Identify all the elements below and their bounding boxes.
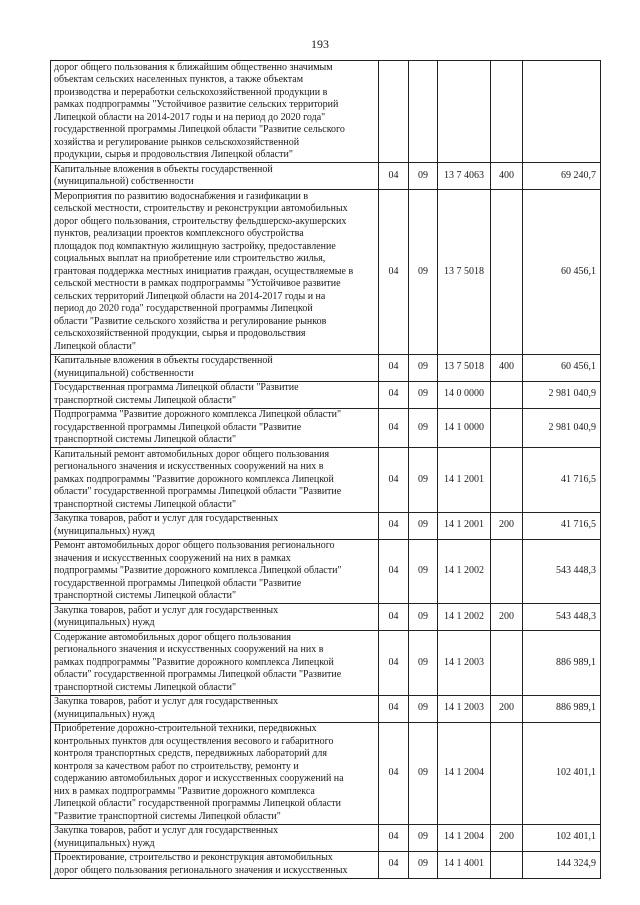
amount-cell xyxy=(523,61,601,163)
target-article-cell: 13 7 5018 xyxy=(438,354,491,381)
table-row xyxy=(51,408,601,448)
name-cell: Приобретение дорожно-строительной техники, передвижных контрольных пунктов для осуществления весового и габаритного контроля транспортных средств, передвижных лабораторий для контроля за качеством работ по строительству, ремонту и содержанию автомобильных дорог и искусственных сооружений на них в рамках подпрограммы "Развитие дорожного комплекса Липецкой области" государственной программы Липецкой области "Развитие транспортной системы Липецкой области" xyxy=(51,722,379,824)
section-cell: 04 xyxy=(379,408,409,448)
table-row xyxy=(51,539,601,604)
section-cell: 04 xyxy=(379,824,409,851)
expense-type-cell xyxy=(491,631,523,696)
name-cell: Капитальный ремонт автомобильных дорог общего пользования регионального значения и искусственных сооружений на них в рамках подпрограммы "Развитие дорожного комплекса Липецкой области" государственной программы Липецкой области "Развитие транспортной системы Липецкой области" xyxy=(51,448,379,513)
target-article-cell: 14 1 2002 xyxy=(438,604,491,631)
name-cell: Капитальные вложения в объекты государственной (муниципальной) собственности xyxy=(51,354,379,381)
expense-type-cell xyxy=(491,190,523,355)
target-article-cell: 14 1 2004 xyxy=(438,824,491,851)
table-row xyxy=(51,722,601,824)
name-cell: Закупка товаров, работ и услуг для государственных (муниципальных) нужд xyxy=(51,604,379,631)
target-article-cell: 13 7 5018 xyxy=(438,190,491,355)
subsection-cell: 09 xyxy=(409,381,438,408)
name-cell: Государственная программа Липецкой области "Развитие транспортной системы Липецкой области" xyxy=(51,381,379,408)
target-article-cell: 14 1 4001 xyxy=(438,851,491,878)
amount-cell: 102 401,1 xyxy=(523,824,601,851)
amount-cell: 543 448,3 xyxy=(523,539,601,604)
amount-cell: 69 240,7 xyxy=(523,163,601,190)
section-cell: 04 xyxy=(379,512,409,539)
amount-cell: 543 448,3 xyxy=(523,604,601,631)
subsection-cell: 09 xyxy=(409,512,438,539)
subsection-cell: 09 xyxy=(409,354,438,381)
subsection-cell: 09 xyxy=(409,631,438,696)
expense-type-cell: 200 xyxy=(491,695,523,722)
amount-cell: 60 456,1 xyxy=(523,354,601,381)
table-row xyxy=(51,512,601,539)
target-article-cell: 14 0 0000 xyxy=(438,381,491,408)
amount-cell: 2 981 040,9 xyxy=(523,408,601,448)
expense-type-cell: 200 xyxy=(491,512,523,539)
subsection-cell: 09 xyxy=(409,851,438,878)
section-cell: 04 xyxy=(379,163,409,190)
section-cell: 04 xyxy=(379,695,409,722)
section-cell: 04 xyxy=(379,381,409,408)
target-article-cell: 14 1 2002 xyxy=(438,539,491,604)
amount-cell: 60 456,1 xyxy=(523,190,601,355)
expense-type-cell xyxy=(491,381,523,408)
target-article-cell: 14 1 2001 xyxy=(438,448,491,513)
table-row xyxy=(51,61,601,163)
expense-type-cell: 400 xyxy=(491,163,523,190)
name-cell: дорог общего пользования к ближайшим общественно значимым объектам сельских населенных пунктов, а также объектам производства и переработки сельскохозяйственной продукции в рамках подпрограммы "Устойчивое развитие сельских территорий Липецкой области на 2014-2017 годы и на период до 2020 года" государственной программы Липецкой области "Развитие сельского хозяйства и регулирование рынков сельскохозяйственной продукции, сырья и продовольствия Липецкой области" xyxy=(51,61,379,163)
table-row xyxy=(51,851,601,878)
section-cell xyxy=(379,61,409,163)
name-cell: Закупка товаров, работ и услуг для государственных (муниципальных) нужд xyxy=(51,512,379,539)
table-row xyxy=(51,381,601,408)
target-article-cell: 13 7 4063 xyxy=(438,163,491,190)
section-cell: 04 xyxy=(379,539,409,604)
subsection-cell: 09 xyxy=(409,163,438,190)
section-cell: 04 xyxy=(379,851,409,878)
name-cell: Содержание автомобильных дорог общего пользования регионального значения и искусственных сооружений на них в рамках подпрограммы "Развитие дорожного комплекса Липецкой области" государственной программы Липецкой области "Развитие транспортной системы Липецкой области" xyxy=(51,631,379,696)
table-row xyxy=(51,354,601,381)
expense-type-cell: 400 xyxy=(491,354,523,381)
amount-cell: 41 716,5 xyxy=(523,512,601,539)
amount-cell: 2 981 040,9 xyxy=(523,381,601,408)
expense-type-cell xyxy=(491,408,523,448)
subsection-cell: 09 xyxy=(409,604,438,631)
section-cell: 04 xyxy=(379,190,409,355)
amount-cell: 886 989,1 xyxy=(523,695,601,722)
target-article-cell: 14 1 2004 xyxy=(438,722,491,824)
expense-type-cell: 200 xyxy=(491,604,523,631)
target-article-cell: 14 1 2003 xyxy=(438,695,491,722)
target-article-cell: 14 1 2003 xyxy=(438,631,491,696)
table-row xyxy=(51,824,601,851)
amount-cell: 886 989,1 xyxy=(523,631,601,696)
name-cell: Закупка товаров, работ и услуг для государственных (муниципальных) нужд xyxy=(51,824,379,851)
subsection-cell: 09 xyxy=(409,695,438,722)
expense-type-cell: 200 xyxy=(491,824,523,851)
table-row xyxy=(51,631,601,696)
table-row xyxy=(51,190,601,355)
page-number: 193 xyxy=(311,37,329,51)
table-row xyxy=(51,695,601,722)
name-cell: Капитальные вложения в объекты государственной (муниципальной) собственности xyxy=(51,163,379,190)
subsection-cell: 09 xyxy=(409,408,438,448)
subsection-cell: 09 xyxy=(409,722,438,824)
section-cell: 04 xyxy=(379,354,409,381)
subsection-cell xyxy=(409,61,438,163)
name-cell: Мероприятия по развитию водоснабжения и газификации в сельской местности, строительству и реконструкции автомобильных дорог общего пользования, строительству фельдшерско-акушерских пунктов, реализации проектов комплексного обустройства площадок под компактную жилищную застройку, предоставление социальных выплат на приобретение или строительство жилья, грантовая поддержка местных инициатив граждан, осуществляемые в сельской местности в рамках подпрограммы "Устойчивое развитие сельских территорий Липецкой области на 2014-2017 годы и на период до 2020 года" государственной программы Липецкой области "Развитие сельского хозяйства и регулирование рынков сельскохозяйственной продукции, сырья и продовольствия Липецкой области" xyxy=(51,190,379,355)
target-article-cell: 14 1 0000 xyxy=(438,408,491,448)
name-cell: Проектирование, строительство и реконструкция автомобильных дорог общего пользования регионального значения и искусственных xyxy=(51,851,379,878)
section-cell: 04 xyxy=(379,722,409,824)
amount-cell: 144 324,9 xyxy=(523,851,601,878)
expense-type-cell xyxy=(491,722,523,824)
expense-type-cell xyxy=(491,448,523,513)
name-cell: Ремонт автомобильных дорог общего пользования регионального значения и искусственных сооружений на них в рамках подпрограммы "Развитие дорожного комплекса Липецкой области" государственной программы Липецкой области "Развитие транспортной системы Липецкой области" xyxy=(51,539,379,604)
expense-type-cell xyxy=(491,539,523,604)
name-cell: Подпрограмма "Развитие дорожного комплекса Липецкой области" государственной программы Липецкой области "Развитие транспортной системы Липецкой области" xyxy=(51,408,379,448)
table-row xyxy=(51,604,601,631)
section-cell: 04 xyxy=(379,604,409,631)
budget-table xyxy=(50,60,601,879)
amount-cell: 102 401,1 xyxy=(523,722,601,824)
table-row xyxy=(51,163,601,190)
target-article-cell xyxy=(438,61,491,163)
section-cell: 04 xyxy=(379,631,409,696)
subsection-cell: 09 xyxy=(409,190,438,355)
amount-cell: 41 716,5 xyxy=(523,448,601,513)
expense-type-cell xyxy=(491,851,523,878)
section-cell: 04 xyxy=(379,448,409,513)
subsection-cell: 09 xyxy=(409,824,438,851)
subsection-cell: 09 xyxy=(409,448,438,513)
expense-type-cell xyxy=(491,61,523,163)
subsection-cell: 09 xyxy=(409,539,438,604)
target-article-cell: 14 1 2001 xyxy=(438,512,491,539)
table-row xyxy=(51,448,601,513)
name-cell: Закупка товаров, работ и услуг для государственных (муниципальных) нужд xyxy=(51,695,379,722)
